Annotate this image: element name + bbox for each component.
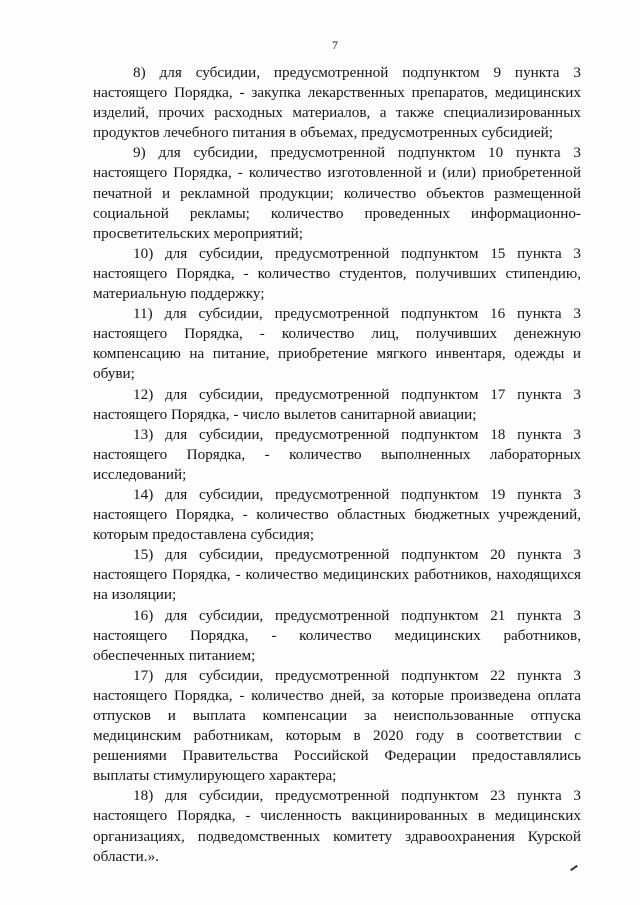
paragraph-item-16: 16) для субсидии, предусмотренной подпунктом 21 пункта 3 настоящего Порядка, - количество медицинских работников, обеспеченных питанием;: [93, 606, 581, 664]
paragraph-item-11: 11) для субсидии, предусмотренной подпунктом 16 пункта 3 настоящего Порядка, - количество лиц, получивших денежную компенсацию на питание, приобретение мягкого инвентаря, одежды и обуви;: [93, 305, 581, 383]
paragraph-item-18: 18) для субсидии, предусмотренной подпунктом 23 пункта 3 настоящего Порядка, - численность вакцинированных в медицинских организациях, подведомственных комитету здравоохранения Курской области.».: [93, 787, 581, 865]
paragraph-item-13: 13) для субсидии, предусмотренной подпунктом 18 пункта 3 настоящего Порядка, - количество выполненных лабораторных исследований;: [93, 425, 581, 483]
paragraph-item-10: 10) для субсидии, предусмотренной подпунктом 15 пункта 3 настоящего Порядка, - количество студентов, получивших стипендию, материальную поддержку;: [93, 244, 581, 303]
document-body: [93, 63, 581, 867]
paragraph-item-8: 8) для субсидии, предусмотренной подпунктом 9 пункта 3 настоящего Порядка, - закупка лекарственных препаратов, медицинских изделий, прочих расходных материалов, а также специализированных продуктов лечебного питания в объемах, предусмотренных субсидией;: [93, 64, 581, 142]
paragraph-item-15: 15) для субсидии, предусмотренной подпунктом 20 пункта 3 настоящего Порядка, - количество медицинских работников, находящихся на изоляции;: [93, 546, 581, 604]
paragraph-item-12: 12) для субсидии, предусмотренной подпунктом 17 пункта 3 настоящего Порядка, - число вылетов санитарной авиации;: [93, 385, 581, 423]
page-number: 7: [332, 38, 338, 52]
paragraph-item-17: 17) для субсидии, предусмотренной подпунктом 22 пункта 3 настоящего Порядка, - количество дней, за которые произведена оплата отпусков и выплата компенсации за неиспользованные отпуска медицинским работникам, которым в 2020 году в соответствии с решениями Правительства Российской Федерации предоставлялись выплаты стимулирующего характера;: [93, 666, 581, 785]
paragraph-item-9: 9) для субсидии, предусмотренной подпунктом 10 пункта 3 настоящего Порядка, - количество изготовленной и (или) приобретенной печатной и рекламной продукции; количество объектов размещенной социальной рекламы; количество проведенных информационно-просветительских мероприятий;: [93, 144, 581, 242]
paragraph-item-14: 14) для субсидии, предусмотренной подпунктом 19 пункта 3 настоящего Порядка, - количество областных бюджетных учреждений, которым предоставлена субсидия;: [93, 485, 581, 544]
